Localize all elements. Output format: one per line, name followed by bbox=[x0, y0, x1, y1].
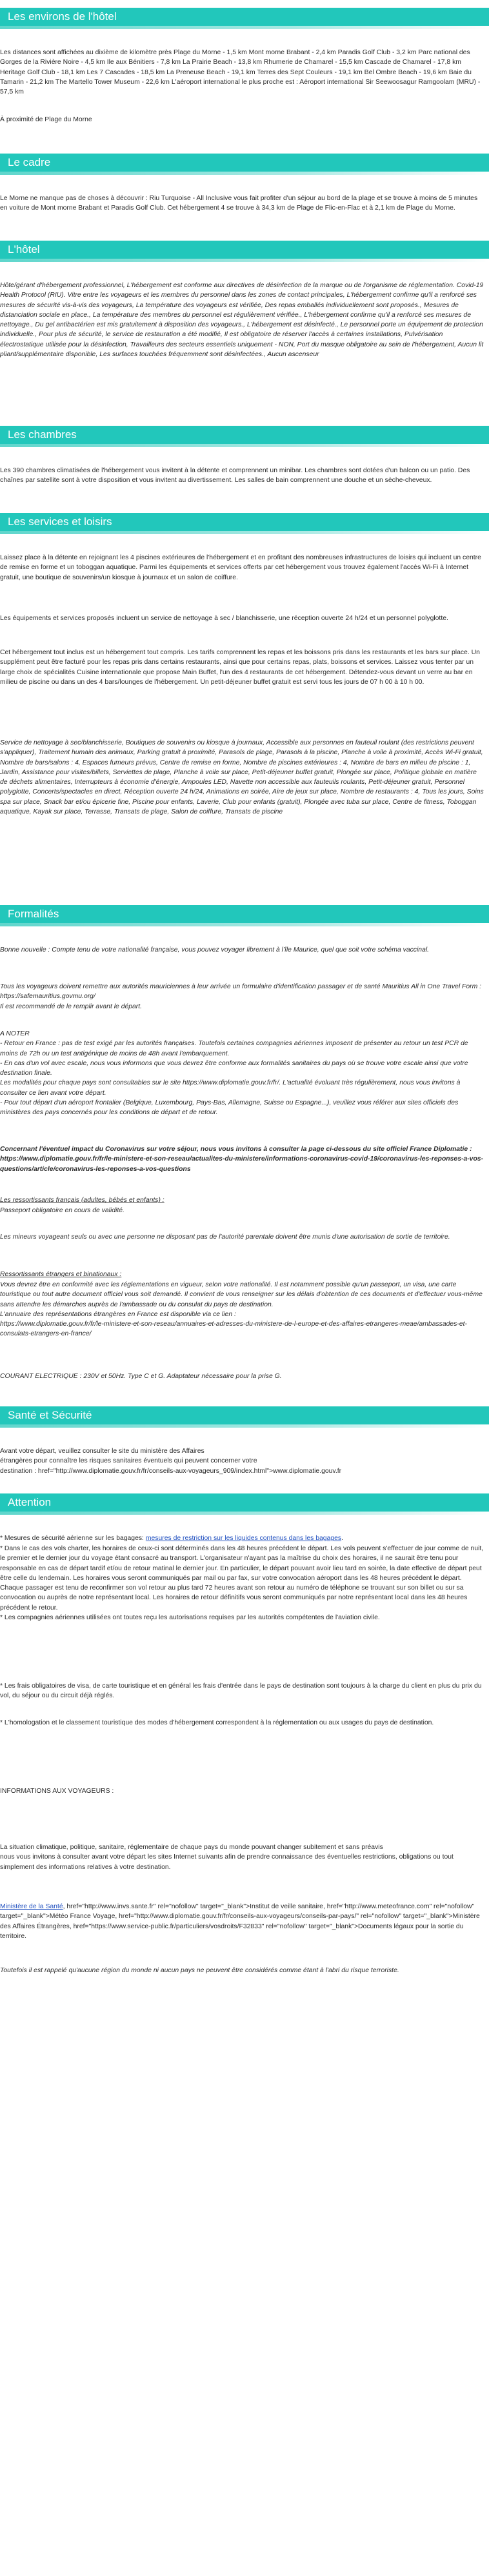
attention-links-text bbox=[0, 1902, 484, 1941]
attention-charter-text: * Dans le cas des vols charter, les horaires de ceux-ci sont déterminés dans les 48 heures précédent le départ. Les vols peuvent s'effectuer de jour comme de nuit, le premier et le dernier jour du voyage étant consacré au transport. L'organisateur n'ayant pas la maîtrise du choix des horaires, il ne saurait être tenu pour responsable en cas de départ tardif et/ou de retour matinal le dernier jour. En particulier, le départ pouvant avoir lieu tard en soirée, la date effective de départ peut être celle du lendemain. Les horaires vous seront communiqués par mail ou par fax, sur votre convocation aéroport dans les 48 heures précédent le départ. Chaque passager est tenu de reconfirmer son vol retour au plus tard 72 heures avant son retour au numéro de téléphone se trouvant sur son billet ou sur sa convocation ou auprès de notre représentant local. Les horaires de retour définitifs vous seront communiqués par notre représentant local dans les 48 heures précédent le retour. * Les compagnies aériennes utilisées ont toutes reçu les autorisations requises par les autorités compétentes de l'aviation civile. bbox=[0, 1545, 484, 1622]
attention-links-rest: , href="http://www.invs.sante.fr" rel="nofollow" target="_blank">Institut de veille sanitaire, href="http://www.meteofrance.com" rel="nofollow" target="_blank">Météo France Voyage, href="http://www.diplomatie.gouv.fr/fr/conseils-aux-voyageurs/conseils-par-pays/" rel="nofollow" target="_blank">Ministère des Affaires Étrangères, href="https://www.service-public.fr/particuliers/vosdroits/F32833" rel="nofollow" target="_blank">Documents légaux pour la sortie du territoire. bbox=[0, 1903, 482, 1940]
formalites-text-1: Bonne nouvelle : Compte tenu de votre nationalité française, vous pouvez voyager librement à l'île Maurice, quel que soit votre schéma vaccinal. bbox=[0, 946, 430, 954]
header-underline bbox=[0, 172, 489, 175]
formalites-coronavirus-text: Concernant l'éventuel impact du Coronavirus sur votre séjour, nous vous invitons à consulter la page ci-dessous du site officiel France Diplomatie : https://www.diplomatie.gouv.fr/fr/le-ministere-et-son-reseau/actualites-du-ministere/informations-coronavirus-covid-19/coronavirus-les-reponses-a-vos-questions/article/coronavirus-les-reponses-a-vos-questions bbox=[0, 1146, 484, 1173]
attention-visa-fees-text: * Les frais obligatoires de visa, de carte touristique et en général les frais d'entrée dans le pays de destination sont toujours à la charge du client en plus du prix du vol, du séjour ou du circuit déjà réglés. bbox=[0, 1682, 484, 1700]
section-header-attention: Attention bbox=[0, 1493, 489, 1512]
section-header-formalites: Formalités bbox=[0, 905, 489, 923]
ministere-sante-link[interactable]: Ministère de la Santé bbox=[0, 1903, 63, 1910]
sante-text: Avant votre départ, veuillez consulter le site du ministère des Affaires étrangères pour connaître les risques sanitaires éventuels qui peuvent concerner votre destination : href="http://www.diplomatie.gouv.fr/fr/conseils-aux-voyageurs_909/index.html">www.diplomatie.gouv.fr bbox=[0, 1448, 342, 1475]
services-text-1: Laissez place à la détente en rejoignant les 4 piscines extérieures de l'hébergement et en profitant des nombreuses infrastructures de loisirs qui incluent un centre de remise en forme et un toboggan aquatique. Parmi les équipements et services offerts par cet hébergement vous trouvez également l'accès Wi-Fi à Internet gratuit, une boutique de souvenirs/un kiosque à journaux et un salon de coiffure. bbox=[0, 554, 483, 581]
section-header-environs: Les environs de l'hôtel bbox=[0, 8, 489, 26]
attention-baggage-suffix: . bbox=[341, 1535, 343, 1542]
attention-classification-text: * L'homologation et le classement touristique des modes d'hébergement correspondent à la réglementation ou aux usages du pays de destination. bbox=[0, 1719, 434, 1726]
cadre-text: Le Morne ne manque pas de choses à découvrir : Riu Turquoise - All Inclusive vous fait profiter d'un séjour au bord de la plage et se trouve à moins de 5 minutes en voiture de Mont morne Brabant et Paradis Golf Club. Cet hébergement 4 se trouve à 34,3 km de Plage de Flic-en-Flac et à 2,1 km de Plage du Morne. bbox=[0, 195, 480, 212]
formalites-text-2: Tous les voyageurs doivent remettre aux autorités mauriciennes à leur arrivée un formulaire d'identification passager et de santé Mauritius All in One Travel Form : https://safemauritius.govmu.org/ Il est recommandé de le remplir avant le départ. bbox=[0, 983, 482, 1010]
section-header-hotel: L'hôtel bbox=[0, 241, 489, 259]
services-text-3: Cet hébergement tout inclus est un hébergement tout compris. Les tarifs comprennent les repas et les boissons pris dans les restaurants et les bars sur place. Un supplément peut être facturé pour les repas pris dans certains restaurants, ainsi que pour certains repas, plats, boissons et services. Laissez vous tenter par un large choix de spécialités Cuisine internationale que propose Main Buffet, l'un des 4 restaurants de cet hébergement. Détendez-vous devant un verre au bar en milieu de piscine ou dans un des 4 bars/lounges de l'hébergement. Un petit-déjeuner buffet gratuit est servi tous les jours de 07 h 00 à 10 h 00. bbox=[0, 649, 482, 686]
attention-baggage-text bbox=[0, 1533, 484, 1543]
services-list-text: Service de nettoyage à sec/blanchisserie, Boutiques de souvenirs ou kiosque à journaux, Accessible aux personnes en fauteuil roulant (des restrictions peuvent s'appliquer), Traitement humain des animaux, Parking gratuit à proximité, Parasols de plage, Parasols à la piscine, Planche à voile à proximité, Accès Wi-Fi gratuit, Nombre de bars/salons : 4, Espaces fumeurs prévus, Centre de remise en forme, Nombre de piscines extérieures : 4, Nombre de bars en milieu de piscine : 1, Jardin, Assistance pour visites/billets, Serviettes de plage, Planche à voile sur place, Petit-déjeuner buffet gratuit, Plongée sur place, Politique globale en matière de déchets alimentaires, Interrupteurs à économie d'énergie, Ampoules LED, Navette non accessible aux fauteuils roulants, Petit-déjeuner gratuit, Personnel polyglotte, Concerts/spectacles en direct, Réception ouverte 24 h/24, Animations en soirée, Aire de jeux sur place, Nombre de restaurants : 4, Tous les jours, Soins spa sur place, Snack bar et/ou épicerie fine, Piscine pour enfants, Laverie, Club pour enfants (gratuit), Plongée avec tuba sur place, Centre de fitness, Toboggan aquatique, Kayak sur place, Terrasse, Transats de plage, Salon de coiffure, Transats de piscine bbox=[0, 739, 486, 816]
section-header-sante: Santé et Sécurité bbox=[0, 1406, 489, 1424]
formalites-text-3: A NOTER - Retour en France : pas de test exigé par les autorités françaises. Toutefois certaines compagnies aériennes imposent de présenter au retour un test PCR de moins de 72h ou un test antigénique de moins de 48h avant l'embarquement. - En cas d'un vol avec escale, nous vous informons que vous devrez être conforme aux formalités sanitaires du pays où se trouve votre escale ainsi que votre destination finale. Les modalités pour chaque pays sont consultables sur le site https://www.diplomatie.gouv.fr/fr/. L'actualité évoluant très régulièrement, nous vous invitons à consulter ce lien avant votre départ. - Pour tout départ d'un aéroport frontalier (Belgique, Luxembourg, Pays-Bas, Allemagne, Suisse ou Espagne...), veuillez vous référer aux sites officiels des ministères des pays concernés pour les conditions de départ et de retour. bbox=[0, 1030, 468, 1117]
header-underline bbox=[0, 26, 489, 29]
formalites-foreigners-text: Vous devrez être en conformité avec les réglementations en vigueur, selon votre nationalité. Il est notamment possible qu'un passeport, un visa, une carte touristique ou tout autre document officiel vous soit demandé. Il convient de vous renseigner sur les délais d'obtention de ces documents et d'effectuer vous-même sans attendre les démarches auprès de l'ambassade ou du consulat du pays de destination. L'annuaire des représentations étrangères en France est disponible via ce lien : https://www.diplomatie.gouv.fr/fr/le-ministere-et-son-reseau/annuaires-et-adresses-du-ministere-de-l-europe-et-des-affaires-etrangeres-meae/ambassades-et-consulats-etrangers-en-france/ bbox=[0, 1281, 483, 1338]
hotel-text: Hôte/gérant d'hébergement professionnel, L'hébergement est conforme aux directives de désinfection de la marque ou de l'organisme de réglementation. Covid-19 Health Protocol (RIU). Vitre entre les voyageurs et les membres du personnel dans les zones de contact principales, L'hébergement confirme qu'il a renforcé ses mesures de sécurité vis-à-vis des voyageurs, La température des voyageurs est vérifiée, Des repas emballés individuellement sont proposés., Mesures de distanciation sociale en place., La température des membres du personnel est régulièrement vérifiée., L'hébergement confirme qu'il a renforcé ses mesures de nettoyage., Du gel antibactérien est mis gratuitement à disposition des voyageurs., L'hébergement est désinfecté., Le personnel porte un équipement de protection individuelle., Pour plus de sécurité, le service de restauration a été modifié, Il est obligatoire de réserver l'accès à certaines installations, Pulvérisation électrostatique utilisée pour la désinfection, Travailleurs des secteurs essentiels uniquement - NON, Port du masque obligatoire au sein de l'hébergement, Aucun lit pliant/supplémentaire disponible, Les surfaces touchées fréquemment sont désinfectées., Aucun ascenseur bbox=[0, 282, 486, 359]
formalites-foreigners-title: Ressortissants étrangers et binationaux : bbox=[0, 1271, 122, 1278]
attention-baggage-prefix: * Mesures de sécurité aérienne sur les bagages: bbox=[0, 1535, 146, 1542]
section-header-cadre: Le cadre bbox=[0, 154, 489, 172]
formalites-passport-text: Passeport obligatoire en cours de validité. bbox=[0, 1207, 125, 1214]
attention-info-voyageurs-title: INFORMATIONS AUX VOYAGEURS : bbox=[0, 1788, 114, 1795]
environs-distances-text: Les distances sont affichées au dixième de kilomètre près Plage du Morne - 1,5 km Mont morne Brabant - 2,4 km Paradis Golf Club - 3,2 km Parc national des Gorges de la Rivière Noire - 4,5 km Ile aux Bénitiers - 7,8 km La Prairie Beach - 13,8 km Rhumerie de Chamarel - 15,5 km Cascade de Chamarel - 17,8 km Heritage Golf Club - 18,1 km Les 7 Cascades - 18,5 km La Preneuse Beach - 19,1 km Terres des Sept Couleurs - 19,1 km Bel Ombre Beach - 19,6 km Baie du Tamarin - 21,2 km The Martello Tower Museum - 22,6 km L'aéroport international le plus proche est : Aéroport international Sir Seewoosagur Ramgoolam (MRU) - 57,5 km bbox=[0, 49, 483, 96]
liquids-restriction-link[interactable]: mesures de restriction sur les liquides contenus dans les bagages bbox=[145, 1535, 342, 1542]
header-underline bbox=[0, 444, 489, 447]
header-underline bbox=[0, 923, 489, 926]
header-underline bbox=[0, 531, 489, 534]
services-text-2: Les équipements et services proposés incluent un service de nettoyage à sec / blanchisserie, une réception ouverte 24 h/24 et un personnel polyglotte. bbox=[0, 615, 448, 622]
attention-situation-text: La situation climatique, politique, sanitaire, réglementaire de chaque pays du monde pouvant changer subitement et sans préavis nous vous invitons à consulter avant votre départ les sites Internet suivants afin de prendre connaissance des éventuelles restrictions, obligations ou tout simplement des informations relatives à votre destination. bbox=[0, 1844, 454, 1871]
header-underline bbox=[0, 259, 489, 262]
attention-terrorism-text: Toutefois il est rappelé qu'aucune région du monde ni aucun pays ne peuvent être considérés comme étant à l'abri du risque terroriste. bbox=[0, 1967, 399, 1974]
formalites-electricity-text: COURANT ELECTRIQUE : 230V et 50Hz. Type C et G. Adaptateur nécessaire pour la prise G. bbox=[0, 1373, 282, 1380]
header-underline bbox=[0, 1512, 489, 1515]
section-header-services: Les services et loisirs bbox=[0, 513, 489, 531]
chambres-text: Les 390 chambres climatisées de l'hébergement vous invitent à la détente et comprennent un minibar. Les chambres sont dotées d'un balcon ou un patio. Des chaînes par satellite sont à votre disposition et vous invitent au divertissement. Les salles de bain comprennent une douche et un sèche-cheveux. bbox=[0, 467, 472, 484]
environs-proximity-text: À proximité de Plage du Morne bbox=[0, 116, 92, 123]
section-header-chambres: Les chambres bbox=[0, 426, 489, 444]
header-underline bbox=[0, 1424, 489, 1428]
formalites-minors-text: Les mineurs voyageant seuls ou avec une personne ne disposant pas de l'autorité parentale doivent être munis d'une autorisation de sortie de territoire. bbox=[0, 1233, 450, 1241]
formalites-french-nationals-title: Les ressortissants français (adultes, bébés et enfants) : bbox=[0, 1197, 165, 1204]
